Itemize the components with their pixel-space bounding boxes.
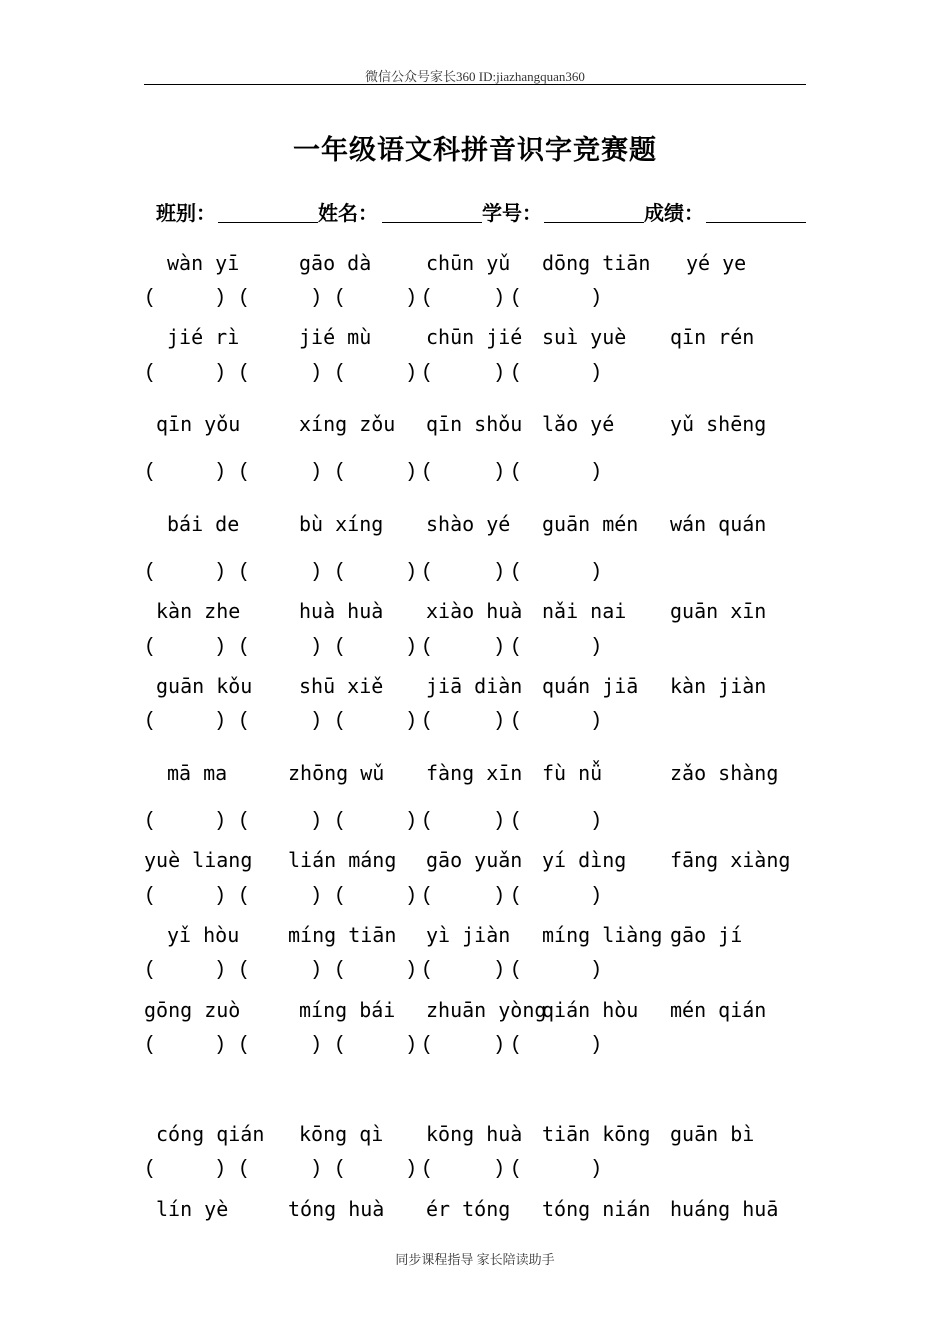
close-paren: ) bbox=[405, 461, 418, 484]
answer-box[interactable] bbox=[238, 362, 324, 386]
answer-box[interactable] bbox=[144, 885, 228, 909]
open-paren: ( bbox=[421, 710, 434, 733]
close-paren: ) bbox=[310, 461, 323, 484]
name-blank[interactable] bbox=[382, 222, 482, 223]
answer-box[interactable] bbox=[334, 461, 419, 485]
answer-box[interactable] bbox=[421, 959, 507, 983]
answer-box[interactable] bbox=[238, 710, 324, 734]
answer-box[interactable] bbox=[144, 636, 228, 660]
pinyin-word: yǐ hòu bbox=[167, 923, 240, 947]
open-paren: ( bbox=[144, 461, 157, 484]
pinyin-word: wàn yī bbox=[167, 251, 240, 275]
open-paren: ( bbox=[334, 287, 347, 310]
pinyin-word: qīn yǒu bbox=[156, 412, 241, 436]
number-blank[interactable] bbox=[544, 222, 644, 223]
open-paren: ( bbox=[421, 561, 434, 584]
answer-box[interactable] bbox=[144, 810, 228, 834]
answer-box[interactable] bbox=[238, 636, 324, 660]
close-paren: ) bbox=[405, 959, 418, 982]
pinyin-word: ér tóng bbox=[426, 1197, 511, 1221]
answer-box[interactable] bbox=[238, 885, 324, 909]
pinyin-word: huà huà bbox=[299, 599, 384, 623]
close-paren: ) bbox=[493, 461, 506, 484]
answer-box[interactable] bbox=[510, 636, 604, 660]
pinyin-word: kàn jiàn bbox=[670, 674, 767, 698]
answer-box[interactable] bbox=[510, 710, 604, 734]
answer-box[interactable] bbox=[510, 885, 604, 909]
answer-box[interactable] bbox=[334, 710, 419, 734]
open-paren: ( bbox=[510, 1158, 523, 1181]
close-paren: ) bbox=[590, 287, 603, 310]
pinyin-word: míng bái bbox=[299, 998, 396, 1022]
open-paren: ( bbox=[144, 885, 157, 908]
open-paren: ( bbox=[144, 636, 157, 659]
page-header: 微信公众号家长360 ID:jiazhangquan360 bbox=[365, 69, 585, 84]
close-paren: ) bbox=[590, 710, 603, 733]
pinyin-word: nǎi nai bbox=[542, 599, 627, 623]
open-paren: ( bbox=[144, 561, 157, 584]
pinyin-word: chūn jié bbox=[426, 325, 523, 349]
close-paren: ) bbox=[310, 710, 323, 733]
answer-box[interactable] bbox=[510, 810, 604, 834]
close-paren: ) bbox=[493, 710, 506, 733]
open-paren: ( bbox=[510, 561, 523, 584]
close-paren: ) bbox=[590, 1158, 603, 1181]
pinyin-word: lín yè bbox=[156, 1197, 229, 1221]
open-paren: ( bbox=[510, 810, 523, 833]
close-paren: ) bbox=[214, 362, 227, 385]
answer-box[interactable] bbox=[510, 1034, 604, 1058]
answer-box[interactable] bbox=[334, 885, 419, 909]
class-label: 班别： bbox=[156, 201, 216, 225]
close-paren: ) bbox=[590, 810, 603, 833]
open-paren: ( bbox=[421, 810, 434, 833]
pinyin-word: míng liàng bbox=[542, 923, 663, 947]
pinyin-word: suì yuè bbox=[542, 325, 627, 349]
pinyin-word: qīn rén bbox=[670, 325, 755, 349]
close-paren: ) bbox=[493, 1034, 506, 1057]
close-paren: ) bbox=[214, 810, 227, 833]
open-paren: ( bbox=[421, 287, 434, 310]
open-paren: ( bbox=[421, 885, 434, 908]
open-paren: ( bbox=[421, 1158, 434, 1181]
close-paren: ) bbox=[405, 885, 418, 908]
answer-box[interactable] bbox=[510, 461, 604, 485]
pinyin-word: mā ma bbox=[167, 761, 228, 785]
close-paren: ) bbox=[214, 1158, 227, 1181]
close-paren: ) bbox=[493, 561, 506, 584]
close-paren: ) bbox=[214, 287, 227, 310]
pinyin-word: yé ye bbox=[686, 251, 747, 275]
score-blank[interactable] bbox=[706, 222, 806, 223]
answer-box[interactable] bbox=[510, 959, 604, 983]
answer-box[interactable] bbox=[334, 362, 419, 386]
answer-box[interactable] bbox=[144, 1158, 228, 1182]
open-paren: ( bbox=[510, 461, 523, 484]
answer-box[interactable] bbox=[144, 959, 228, 983]
open-paren: ( bbox=[510, 885, 523, 908]
answer-box[interactable] bbox=[334, 636, 419, 660]
close-paren: ) bbox=[405, 1158, 418, 1181]
close-paren: ) bbox=[590, 561, 603, 584]
page-footer: 同步课程指导 家长陪读助手 bbox=[395, 1252, 555, 1267]
open-paren: ( bbox=[334, 362, 347, 385]
answer-box[interactable] bbox=[421, 287, 507, 311]
pinyin-word: zhuān yòng bbox=[426, 998, 547, 1022]
close-paren: ) bbox=[214, 461, 227, 484]
open-paren: ( bbox=[334, 710, 347, 733]
pinyin-word: chūn yǔ bbox=[426, 251, 511, 275]
close-paren: ) bbox=[493, 636, 506, 659]
close-paren: ) bbox=[405, 710, 418, 733]
pinyin-word: quán jiā bbox=[542, 674, 639, 698]
answer-box[interactable] bbox=[238, 287, 324, 311]
pinyin-word: guān kǒu bbox=[156, 674, 253, 698]
close-paren: ) bbox=[493, 810, 506, 833]
pinyin-word: tiān kōng bbox=[542, 1122, 651, 1146]
pinyin-word: bù xíng bbox=[299, 512, 384, 536]
header-divider bbox=[144, 84, 806, 85]
pinyin-word: jiā diàn bbox=[426, 674, 523, 698]
open-paren: ( bbox=[238, 710, 251, 733]
open-paren: ( bbox=[144, 959, 157, 982]
answer-box[interactable] bbox=[421, 1034, 507, 1058]
open-paren: ( bbox=[421, 461, 434, 484]
close-paren: ) bbox=[310, 1158, 323, 1181]
close-paren: ) bbox=[493, 287, 506, 310]
pinyin-word: bái de bbox=[167, 512, 240, 536]
answer-box[interactable] bbox=[421, 710, 507, 734]
pinyin-word: wán quán bbox=[670, 512, 767, 536]
close-paren: ) bbox=[214, 1034, 227, 1057]
close-paren: ) bbox=[493, 362, 506, 385]
pinyin-word: mén qián bbox=[670, 998, 767, 1022]
answer-box[interactable] bbox=[238, 1158, 324, 1182]
close-paren: ) bbox=[310, 959, 323, 982]
answer-box[interactable] bbox=[238, 810, 324, 834]
answer-box[interactable] bbox=[421, 561, 507, 585]
pinyin-word: shū xiě bbox=[299, 674, 384, 698]
pinyin-word: lǎo yé bbox=[542, 412, 615, 436]
answer-box[interactable] bbox=[510, 1158, 604, 1182]
close-paren: ) bbox=[310, 1034, 323, 1057]
open-paren: ( bbox=[421, 959, 434, 982]
open-paren: ( bbox=[144, 810, 157, 833]
open-paren: ( bbox=[238, 461, 251, 484]
close-paren: ) bbox=[310, 561, 323, 584]
close-paren: ) bbox=[590, 461, 603, 484]
close-paren: ) bbox=[405, 362, 418, 385]
answer-box[interactable] bbox=[421, 461, 507, 485]
pinyin-word: gāo dà bbox=[299, 251, 372, 275]
pinyin-word: gāo jí bbox=[670, 923, 743, 947]
pinyin-word: lián máng bbox=[288, 848, 397, 872]
close-paren: ) bbox=[310, 362, 323, 385]
answer-box[interactable] bbox=[334, 1158, 419, 1182]
open-paren: ( bbox=[238, 1158, 251, 1181]
open-paren: ( bbox=[334, 1158, 347, 1181]
open-paren: ( bbox=[238, 959, 251, 982]
pinyin-word: xíng zǒu bbox=[299, 412, 396, 436]
close-paren: ) bbox=[590, 959, 603, 982]
pinyin-word: gāo yuǎn bbox=[426, 848, 523, 872]
open-paren: ( bbox=[238, 362, 251, 385]
answer-box[interactable] bbox=[334, 1034, 419, 1058]
open-paren: ( bbox=[238, 1034, 251, 1057]
pinyin-word: fàng xīn bbox=[426, 761, 523, 785]
answer-box[interactable] bbox=[144, 461, 228, 485]
close-paren: ) bbox=[214, 636, 227, 659]
pinyin-word: fù nǚ bbox=[542, 761, 603, 785]
open-paren: ( bbox=[144, 1158, 157, 1181]
close-paren: ) bbox=[405, 810, 418, 833]
student-info-row bbox=[156, 197, 816, 227]
close-paren: ) bbox=[214, 959, 227, 982]
answer-box[interactable] bbox=[238, 959, 324, 983]
answer-box[interactable] bbox=[334, 287, 419, 311]
class-blank[interactable] bbox=[218, 222, 318, 223]
pinyin-word: yuè liang bbox=[144, 848, 253, 872]
answer-box[interactable] bbox=[334, 959, 419, 983]
pinyin-word: jié mù bbox=[299, 325, 372, 349]
open-paren: ( bbox=[238, 287, 251, 310]
answer-box[interactable] bbox=[144, 710, 228, 734]
close-paren: ) bbox=[590, 885, 603, 908]
open-paren: ( bbox=[238, 885, 251, 908]
open-paren: ( bbox=[421, 1034, 434, 1057]
close-paren: ) bbox=[493, 1158, 506, 1181]
close-paren: ) bbox=[493, 959, 506, 982]
open-paren: ( bbox=[510, 1034, 523, 1057]
open-paren: ( bbox=[144, 362, 157, 385]
pinyin-word: kàn zhe bbox=[156, 599, 241, 623]
open-paren: ( bbox=[334, 461, 347, 484]
answer-box[interactable] bbox=[144, 287, 228, 311]
pinyin-word: qián hòu bbox=[542, 998, 639, 1022]
close-paren: ) bbox=[310, 810, 323, 833]
open-paren: ( bbox=[144, 287, 157, 310]
pinyin-word: tóng nián bbox=[542, 1197, 651, 1221]
close-paren: ) bbox=[493, 885, 506, 908]
pinyin-word: guān bì bbox=[670, 1122, 755, 1146]
pinyin-word: yí dìng bbox=[542, 848, 627, 872]
answer-box[interactable] bbox=[421, 362, 507, 386]
pinyin-word: zǎo shàng bbox=[670, 761, 779, 785]
answer-box[interactable] bbox=[144, 1034, 228, 1058]
pinyin-word: huáng huā bbox=[670, 1197, 779, 1221]
answer-box[interactable] bbox=[334, 810, 419, 834]
open-paren: ( bbox=[238, 561, 251, 584]
answer-box[interactable] bbox=[144, 362, 228, 386]
pinyin-word: fāng xiàng bbox=[670, 848, 791, 872]
open-paren: ( bbox=[421, 636, 434, 659]
pinyin-word: shào yé bbox=[426, 512, 511, 536]
pinyin-word: dōng tiān bbox=[542, 251, 651, 275]
open-paren: ( bbox=[144, 710, 157, 733]
answer-box[interactable] bbox=[238, 1034, 324, 1058]
answer-box[interactable] bbox=[510, 561, 604, 585]
open-paren: ( bbox=[510, 362, 523, 385]
open-paren: ( bbox=[238, 636, 251, 659]
page-title: 一年级语文科拼音识字竞赛题 bbox=[293, 135, 657, 166]
answer-box[interactable] bbox=[421, 885, 507, 909]
score-label: 成绩： bbox=[644, 201, 704, 225]
answer-box[interactable] bbox=[421, 636, 507, 660]
close-paren: ) bbox=[214, 561, 227, 584]
answer-box[interactable] bbox=[510, 362, 604, 386]
close-paren: ) bbox=[590, 636, 603, 659]
open-paren: ( bbox=[510, 959, 523, 982]
close-paren: ) bbox=[590, 1034, 603, 1057]
pinyin-word: jié rì bbox=[167, 325, 240, 349]
number-label: 学号： bbox=[482, 201, 542, 225]
pinyin-word: cóng qián bbox=[156, 1122, 265, 1146]
answer-box[interactable] bbox=[238, 561, 324, 585]
open-paren: ( bbox=[510, 636, 523, 659]
pinyin-word: yǔ shēng bbox=[670, 412, 767, 436]
open-paren: ( bbox=[334, 885, 347, 908]
open-paren: ( bbox=[334, 636, 347, 659]
close-paren: ) bbox=[214, 710, 227, 733]
open-paren: ( bbox=[510, 287, 523, 310]
open-paren: ( bbox=[144, 1034, 157, 1057]
pinyin-word: tóng huà bbox=[288, 1197, 385, 1221]
open-paren: ( bbox=[510, 710, 523, 733]
name-label: 姓名： bbox=[318, 201, 378, 225]
close-paren: ) bbox=[590, 362, 603, 385]
close-paren: ) bbox=[405, 287, 418, 310]
pinyin-word: míng tiān bbox=[288, 923, 397, 947]
open-paren: ( bbox=[238, 810, 251, 833]
open-paren: ( bbox=[334, 810, 347, 833]
pinyin-word: kōng huà bbox=[426, 1122, 523, 1146]
pinyin-word: qīn shǒu bbox=[426, 412, 523, 436]
pinyin-word: kōng qì bbox=[299, 1122, 384, 1146]
pinyin-word: guān mén bbox=[542, 512, 639, 536]
open-paren: ( bbox=[421, 362, 434, 385]
open-paren: ( bbox=[334, 1034, 347, 1057]
answer-box[interactable] bbox=[238, 461, 324, 485]
close-paren: ) bbox=[405, 1034, 418, 1057]
answer-box[interactable] bbox=[421, 810, 507, 834]
pinyin-word: guān xīn bbox=[670, 599, 767, 623]
answer-box[interactable] bbox=[144, 561, 228, 585]
answer-box[interactable] bbox=[421, 1158, 507, 1182]
open-paren: ( bbox=[334, 959, 347, 982]
pinyin-word: xiào huà bbox=[426, 599, 523, 623]
close-paren: ) bbox=[310, 885, 323, 908]
close-paren: ) bbox=[405, 636, 418, 659]
answer-box[interactable] bbox=[334, 561, 419, 585]
pinyin-word: gōng zuò bbox=[144, 998, 241, 1022]
close-paren: ) bbox=[310, 636, 323, 659]
open-paren: ( bbox=[334, 561, 347, 584]
close-paren: ) bbox=[310, 287, 323, 310]
pinyin-word: zhōng wǔ bbox=[288, 761, 385, 785]
pinyin-word: yì jiàn bbox=[426, 923, 511, 947]
close-paren: ) bbox=[214, 885, 227, 908]
close-paren: ) bbox=[405, 561, 418, 584]
answer-box[interactable] bbox=[510, 287, 604, 311]
